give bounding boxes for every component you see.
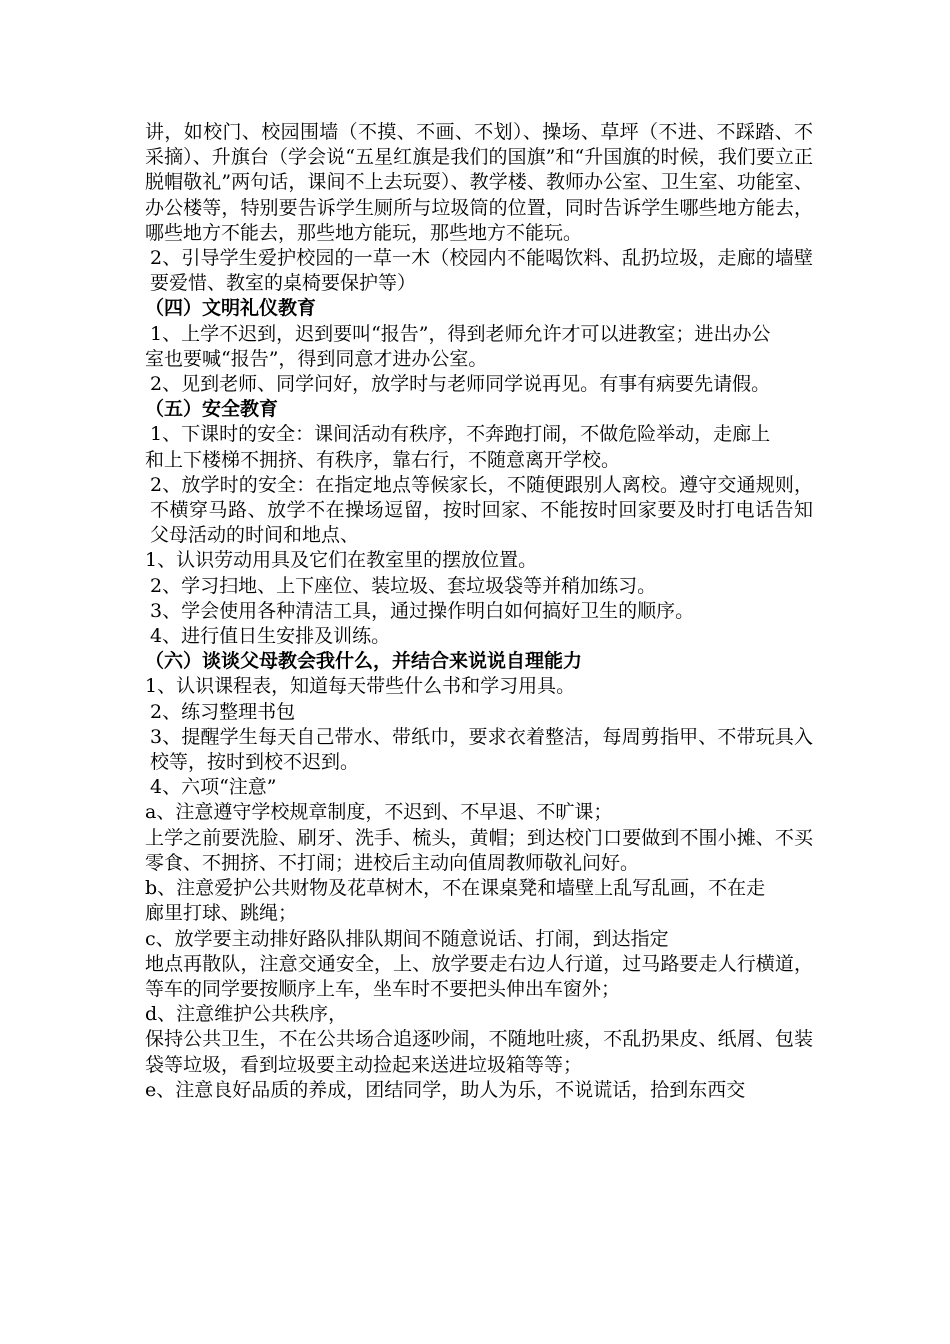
paragraph: 地点再散队，注意交通安全，上、放学要走右边人行道，过马路要走人行横道，等车的同学要按顺序上车，坐车时不要把头伸出车窗外； [145,952,813,1000]
document-body [145,120,813,1103]
paragraph: d、注意维护公共秩序， [145,1003,348,1026]
paragraph: 和上下楼梯不拥挤、有秩序，靠右行，不随意离开学校。 [145,448,621,471]
paragraph: 室也要喊“报告”，得到同意才进办公室。 [145,347,488,370]
paragraph: e、注意良好品质的养成，团结同学，助人为乐，不说谎话，拾到东西交 [145,1078,746,1101]
paragraph: 廊里打球、跳绳； [145,902,298,925]
paragraph: 1、上学不迟到，迟到要叫“报告”，得到老师允许才可以进教室；进出办公 [150,322,771,345]
paragraph: 3、提醒学生每天自己带水、带纸巾，要求衣着整洁，每周剪指甲、不带玩具入校等，按时到校不迟到。 [150,725,813,774]
section-heading: （六）谈谈父母教会我什么，并结合来说说自理能力 [145,650,583,673]
section-heading: （四）文明礼仪教育 [145,297,317,320]
paragraph: 2、见到老师、同学问好，放学时与老师同学说再见。有事有病要先请假。 [150,373,771,396]
paragraph: a、注意遵守学校规章制度，不迟到、不早退、不旷课； [145,801,613,824]
paragraph: 讲，如校门、校园围墙（不摸、不画、不划）、操场、草坪（不进、不踩踏、不采摘）、升旗台（学会说“五星红旗是我们的国旗”和“升国旗的时候，我们要立正脱帽敬礼”两句话，课间不上去玩耍）、教学楼、教师办公室、卫生室、功能室、办公楼等，特别要告诉学生厕所与垃圾筒的位置，同时告诉学生哪些地方能去，哪些地方不能去，那些地方能玩，那些地方不能玩。 [145,121,813,244]
paragraph: 2、引导学生爱护校园的一草一木（校园内不能喝饮料、乱扔垃圾，走廊的墙壁要爱惜、教室的桌椅要保护等） [150,247,813,295]
paragraph: b、注意爱护公共财物及花草树木，不在课桌凳和墙壁上乱写乱画，不在走 [145,877,766,900]
paragraph: 4、六项“注意” [150,776,277,799]
paragraph: 上学之前要洗脸、刷牙、洗手、梳头，黄帽；到达校门口要做到不围小摊、不买零食、不拥挤、不打闹；进校后主动向值周教师敬礼问好。 [145,826,813,874]
paragraph: 2、学习扫地、上下座位、装垃圾、套垃圾袋等并稍加练习。 [150,574,657,597]
section-heading: （五）安全教育 [145,398,279,421]
paragraph: 2、练习整理书包 [150,700,296,723]
paragraph: 1、认识课程表，知道每天带些什么书和学习用具。 [145,675,576,698]
paragraph: 2、放学时的安全：在指定地点等候家长，不随便跟别人离校。遵守交通规则，不横穿马路、放学不在操场逗留，按时回家、不能按时回家要及时打电话告知父母活动的时间和地点、 [150,473,813,547]
paragraph: 4、进行值日生安排及训练。 [150,625,391,648]
paragraph: 3、学会使用各种清洁工具，通过操作明白如何搞好卫生的顺序。 [150,599,695,622]
paragraph: 1、认识劳动用具及它们在教室里的摆放位置。 [145,549,538,572]
paragraph: 1、下课时的安全：课间活动有秩序，不奔跑打闹，不做危险举动，走廊上 [150,423,771,446]
paragraph: 保持公共卫生，不在公共场合追逐吵闹，不随地吐痰，不乱扔果皮、纸屑、包装袋等垃圾，看到垃圾要主动捡起来送进垃圾箱等等； [145,1028,813,1076]
paragraph: c、放学要主动排好路队排队期间不随意说话、打闹，到达指定 [145,927,669,950]
